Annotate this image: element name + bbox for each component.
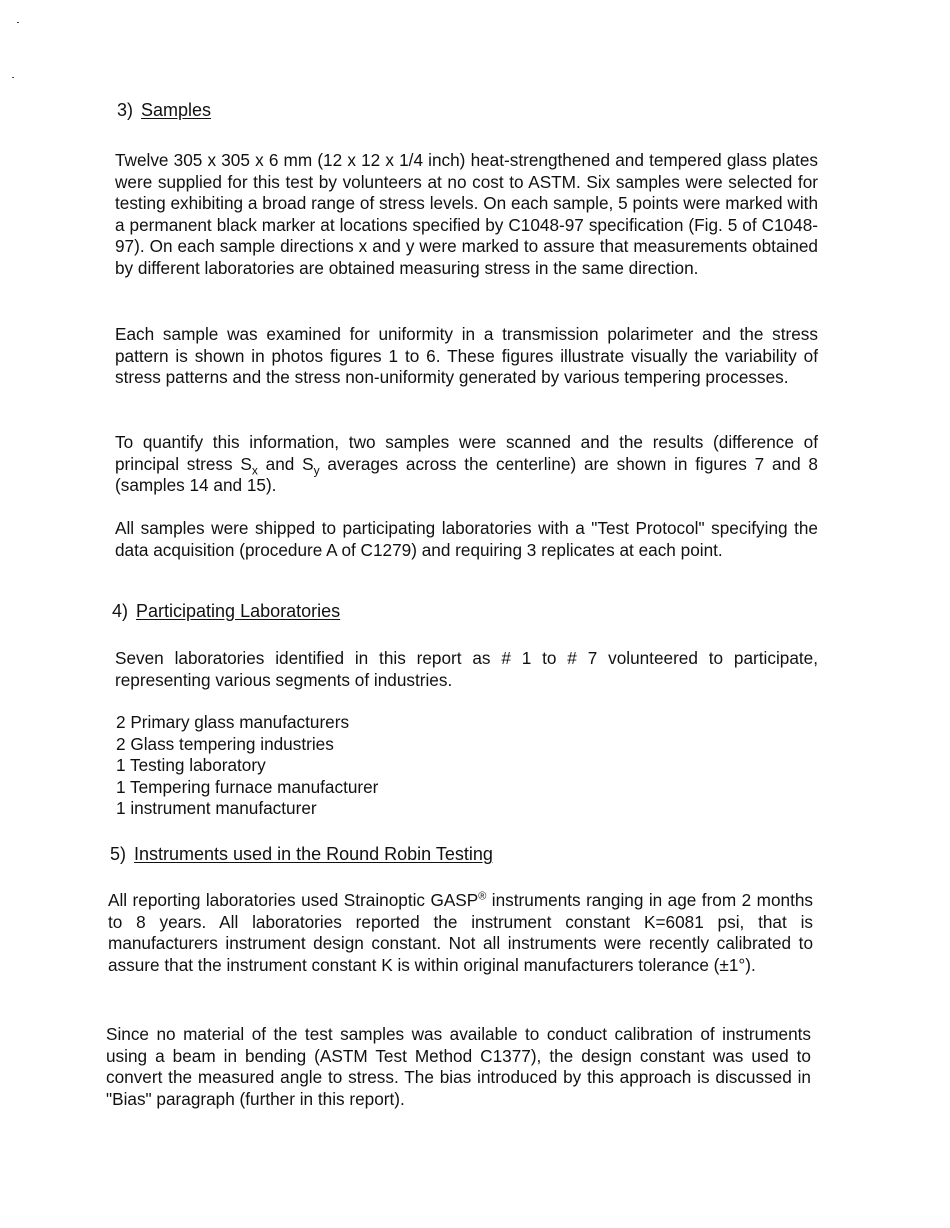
paragraph-text: and S	[257, 453, 314, 474]
section-number: 3)	[117, 100, 134, 120]
list-item: 1 Tempering furnace manufacturer	[116, 776, 379, 797]
scan-speck	[17, 22, 19, 23]
scan-speck	[12, 77, 14, 78]
section-title: Instruments used in the Round Robin Testing	[134, 844, 493, 864]
section-title: Participating Laboratories	[136, 601, 341, 621]
paragraph-text: averages across the centerline) are shown in figures 7 and 8 (samples 14 and 15).	[115, 453, 818, 496]
list-item: 2 Primary glass manufacturers	[116, 712, 350, 732]
paragraph-text: instruments ranging in age from 2 months to 8 years. All laboratories reported the instrument constant K=6081 psi, that is manufacturers instrument design constant. Not all instruments were recently calibrated to assure that the instrument constant K is within original manufacturers tolerance (±1°).	[108, 890, 814, 975]
paragraph-text: All reporting laboratories used Strainoptic GASP	[108, 890, 479, 910]
section-heading-laboratories	[112, 600, 340, 622]
paragraph	[108, 890, 813, 976]
list-item: 1 Testing laboratory	[116, 755, 266, 776]
section-heading-samples	[117, 99, 211, 121]
section-heading-instruments	[110, 843, 493, 865]
paragraph: Since no material of the test samples was available to conduct calibration of instruments using a beam in bending (ASTM Test Method C1377), the design constant was used to convert the measured angle to stress. The bias introduced by this approach is discussed in "Bias" paragraph (further in this report).	[106, 1024, 811, 1109]
section-number: 5)	[110, 844, 127, 864]
registered-mark: ®	[478, 890, 487, 903]
paragraph: All samples were shipped to participating laboratories with a "Test Protocol" specifying the data acquisition (procedure A of C1279) and requiring 3 replicates at each point.	[115, 518, 818, 560]
paragraph-text: To quantify this information, two samples were scanned and the results (difference of principal stress S	[115, 432, 818, 474]
section-title: Samples	[141, 100, 212, 120]
paragraph: Seven laboratories identified in this report as # 1 to # 7 volunteered to participate, representing various segments of industries.	[115, 648, 818, 690]
section-number: 4)	[112, 601, 129, 621]
laboratory-list	[116, 712, 378, 820]
paragraph	[115, 432, 818, 497]
subscript-x: x	[251, 463, 258, 478]
paragraph: Each sample was examined for uniformity in a transmission polarimeter and the stress pattern is shown in photos figures 1 to 6. These figures illustrate visually the variability of stress patterns and the stress non-uniformity generated by various tempering processes.	[115, 324, 818, 388]
list-item: 2 Glass tempering industries	[116, 733, 334, 754]
subscript-y: y	[313, 463, 320, 478]
list-item: 1 instrument manufacturer	[116, 798, 317, 819]
paragraph: Twelve 305 x 305 x 6 mm (12 x 12 x 1/4 inch) heat-strengthened and tempered glass plates were supplied for this test by volunteers at no cost to ASTM. Six samples were selected for testing exhibiting a broad range of stress levels. On each sample, 5 points were marked with a permanent black marker at locations specified by C1048-97 specification (Fig. 5 of C1048-97). On each sample directions x and y were marked to assure that measurements obtained by different laboratories are obtained measuring stress in the same direction.	[115, 150, 818, 278]
